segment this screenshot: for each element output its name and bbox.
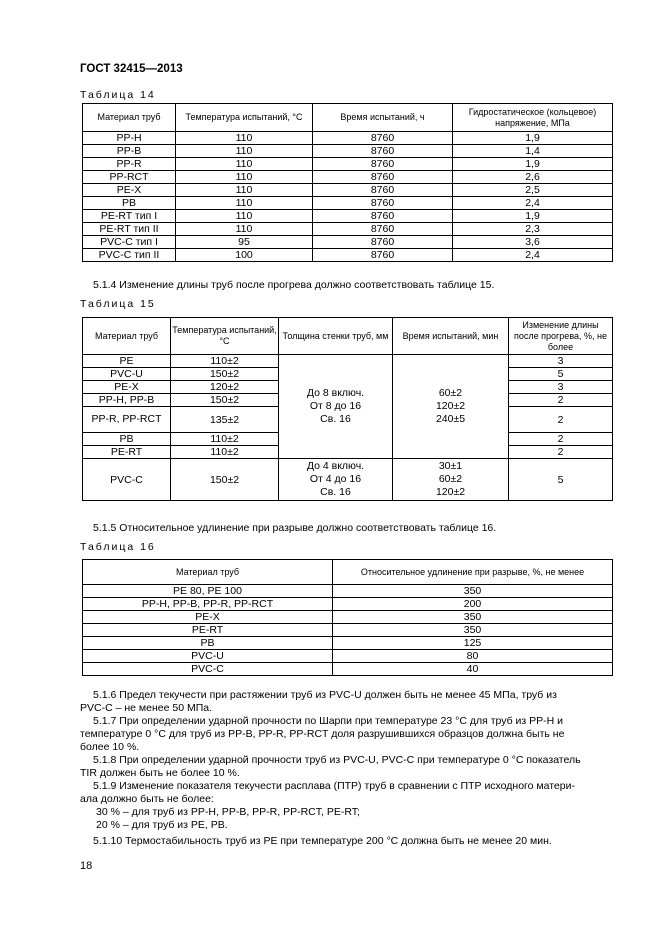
table-cell: 120±2 — [171, 381, 279, 394]
table-cell: PVC-U — [83, 650, 333, 663]
table-row — [83, 171, 613, 184]
table-cell: 2,6 — [453, 171, 613, 184]
table-cell: 200 — [333, 598, 613, 611]
table-row — [83, 145, 613, 158]
paragraph-5-1-9 — [80, 780, 612, 832]
paragraph-5-1-5: 5.1.5 Относительное удлинение при разрыве должно соответствовать таблице 16. — [93, 522, 497, 534]
table-15 — [82, 317, 613, 501]
table-16-header-material: Материал труб — [83, 560, 333, 585]
table-row — [83, 223, 613, 236]
table-cell: 135±2 — [171, 407, 279, 433]
table-cell: PE-X — [83, 381, 171, 394]
table-row — [83, 210, 613, 223]
table-row — [83, 637, 613, 650]
table-cell: 110 — [176, 184, 313, 197]
paragraph-5-1-8 — [80, 754, 612, 780]
table-cell: PVC-C тип II — [83, 249, 176, 262]
table-cell: 8760 — [313, 236, 453, 249]
table-row — [83, 585, 613, 598]
table-cell: 1,4 — [453, 145, 613, 158]
table-cell: 1,9 — [453, 158, 613, 171]
table-cell: 2,3 — [453, 223, 613, 236]
text-line: 5.1.8 При определении ударной прочности труб из PVC-U, PVC-C при температуре 0 °С показатель — [93, 754, 581, 766]
table-cell: 110±2 — [171, 355, 279, 368]
table-cell: 8760 — [313, 210, 453, 223]
table-14-header-stress: Гидростатическое (кольцевое) напряжение, МПа — [453, 104, 613, 132]
document-code: ГОСТ 32415—2013 — [80, 63, 183, 75]
table-cell: 110 — [176, 145, 313, 158]
time-line: 120±2 — [435, 400, 466, 412]
table-cell: 80 — [333, 650, 613, 663]
table-cell: PP-B — [83, 145, 176, 158]
table-cell: 110±2 — [171, 433, 279, 446]
table-cell: 8760 — [313, 171, 453, 184]
table-cell: 110±2 — [171, 446, 279, 459]
table-cell: 8760 — [313, 223, 453, 236]
table-15-thickness-group — [279, 355, 393, 459]
thickness-line: От 8 до 16 — [309, 400, 362, 412]
table-15-header-material: Материал труб — [83, 318, 171, 355]
text-line: PVC-C – не менее 50 МПа. — [80, 702, 212, 714]
table-cell: 350 — [333, 624, 613, 637]
time-line: 60±2 — [438, 387, 463, 399]
table-cell: 110 — [176, 158, 313, 171]
table-cell: 100 — [176, 249, 313, 262]
table-cell: PB — [83, 433, 171, 446]
table-row — [83, 598, 613, 611]
table-cell: PP-RCT — [83, 171, 176, 184]
table-cell: 3 — [509, 355, 613, 368]
time-line: 240±5 — [435, 413, 466, 425]
table-14-caption: Таблица 14 — [80, 89, 156, 101]
table-cell: 95 — [176, 236, 313, 249]
table-cell: PE — [83, 355, 171, 368]
table-16-caption: Таблица 16 — [80, 541, 156, 553]
table-cell: 3,6 — [453, 236, 613, 249]
table-cell: 2,4 — [453, 197, 613, 210]
table-row — [83, 184, 613, 197]
text-line: ала должно быть не более: — [80, 793, 214, 805]
table-row — [83, 663, 613, 676]
table-row — [83, 624, 613, 637]
text-line: 5.1.6 Предел текучести при растяжении труб из PVC-U должен быть не менее 45 МПа, труб из — [93, 689, 557, 701]
text-line: TIR должен быть не более 10 %. — [80, 767, 240, 779]
table-14-header-time: Время испытаний, ч — [313, 104, 453, 132]
table-cell: PVC-C — [83, 663, 333, 676]
table-cell: 110 — [176, 210, 313, 223]
table-15-pvcc-thickness — [279, 459, 393, 501]
table-cell: PE-RT — [83, 624, 333, 637]
thickness-line: От 4 до 16 — [309, 473, 362, 485]
table-cell: 8760 — [313, 132, 453, 145]
table-cell: 150±2 — [171, 459, 279, 501]
table-cell: 110 — [176, 171, 313, 184]
table-row — [83, 650, 613, 663]
table-cell: PE-X — [83, 611, 333, 624]
table-row — [83, 197, 613, 210]
table-14-header-material: Материал труб — [83, 104, 176, 132]
table-15-caption: Таблица 15 — [80, 298, 156, 310]
table-cell: 150±2 — [171, 394, 279, 407]
table-cell: 110 — [176, 132, 313, 145]
table-row — [83, 236, 613, 249]
table-cell: 40 — [333, 663, 613, 676]
table-cell: 8760 — [313, 249, 453, 262]
table-cell: PE-RT — [83, 446, 171, 459]
time-line: 30±1 — [438, 460, 463, 472]
table-cell: 8760 — [313, 145, 453, 158]
thickness-line: До 4 включ. — [306, 460, 365, 472]
table-cell: 8760 — [313, 197, 453, 210]
thickness-line: Св. 16 — [320, 486, 351, 498]
table-15-header-thickness: Толщина стенки труб, мм — [279, 318, 393, 355]
table-cell: 8760 — [313, 158, 453, 171]
table-cell: PE-X — [83, 184, 176, 197]
table-15-pvcc-time — [393, 459, 509, 501]
table-cell: 350 — [333, 585, 613, 598]
table-cell: 2,5 — [453, 184, 613, 197]
table-cell: 2,4 — [453, 249, 613, 262]
table-15-header-time: Время испытаний, мин — [393, 318, 509, 355]
table-row — [83, 132, 613, 145]
table-cell: PE 80, PE 100 — [83, 585, 333, 598]
time-line: 60±2 — [438, 473, 463, 485]
table-row — [83, 158, 613, 171]
table-cell: 3 — [509, 381, 613, 394]
table-row — [83, 611, 613, 624]
table-cell: PE-RT тип II — [83, 223, 176, 236]
table-cell: 110 — [176, 197, 313, 210]
table-cell: PE-RT тип I — [83, 210, 176, 223]
page-number: 18 — [80, 860, 93, 872]
table-cell: PB — [83, 197, 176, 210]
list-item: 20 % – для труб из PE, PB. — [96, 819, 228, 831]
table-cell: 125 — [333, 637, 613, 650]
table-row — [83, 355, 613, 368]
table-cell: PP-R — [83, 158, 176, 171]
table-16-header-elongation: Относительное удлинение при разрыве, %, не менее — [333, 560, 613, 585]
table-cell: 1,9 — [453, 132, 613, 145]
paragraph-5-1-7 — [80, 715, 612, 754]
table-cell: PP-H, PP-B — [83, 394, 171, 407]
text-line: температуре 0 °С для труб из PP-B, PP-R, PP-RCT доля разрушившихся образцов должна быть не — [80, 728, 565, 740]
table-cell: PP-H — [83, 132, 176, 145]
table-cell: 1,9 — [453, 210, 613, 223]
table-15-time-group — [393, 355, 509, 459]
table-14-header-temperature: Температура испытаний, °С — [176, 104, 313, 132]
table-cell: 350 — [333, 611, 613, 624]
table-15-header-change: Изменение длины после прогрева, %, не более — [509, 318, 613, 355]
table-cell: PVC-C тип I — [83, 236, 176, 249]
paragraph-5-1-6 — [80, 689, 612, 715]
paragraph-5-1-4: 5.1.4 Изменение длины труб после прогрева должно соответствовать таблице 15. — [93, 279, 495, 291]
table-row — [83, 249, 613, 262]
table-cell: 2 — [509, 446, 613, 459]
table-cell: 2 — [509, 407, 613, 433]
text-line: 5.1.7 При определении ударной прочности по Шарпи при температуре 23 °С для труб из PP-H и — [93, 715, 564, 727]
table-cell: PB — [83, 637, 333, 650]
time-line: 120±2 — [435, 486, 466, 498]
thickness-line: Св. 16 — [320, 413, 351, 425]
table-cell: 8760 — [313, 184, 453, 197]
table-cell: 5 — [509, 368, 613, 381]
table-cell: PP-R, PP-RCT — [83, 407, 171, 433]
table-cell: 2 — [509, 394, 613, 407]
table-cell: 110 — [176, 223, 313, 236]
thickness-line: До 8 включ. — [306, 387, 365, 399]
table-14 — [82, 103, 613, 262]
text-line: более 10 %. — [80, 741, 140, 753]
table-cell: 150±2 — [171, 368, 279, 381]
table-cell: PVC-C — [83, 459, 171, 501]
paragraph-5-1-10: 5.1.10 Термостабильность труб из PE при температуре 200 °С должна быть не менее 20 мин. — [93, 835, 552, 847]
table-cell: PP-H, PP-B, PP-R, PP-RCT — [83, 598, 333, 611]
text-line: 5.1.9 Изменение показателя текучести расплава (ПТР) труб в сравнении с ПТР исходного матери- — [93, 780, 575, 792]
list-item: 30 % – для труб из PP-H, PP-B, PP-R, PP-RCT, PE-RT; — [96, 806, 360, 818]
table-cell: PVC-U — [83, 368, 171, 381]
table-15-header-temperature: Температура испытаний, °С — [171, 318, 279, 355]
table-row — [83, 459, 613, 501]
table-16 — [82, 559, 613, 676]
table-cell: 2 — [509, 433, 613, 446]
table-cell: 5 — [509, 459, 613, 501]
